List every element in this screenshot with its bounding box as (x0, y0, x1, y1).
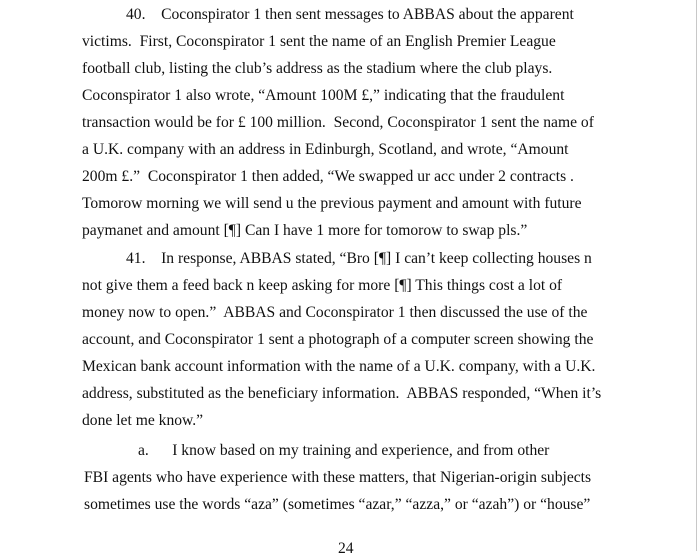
paragraph-40-line-9: paymanet and amount [¶] Can I have 1 more for tomorow to swap pls.” (82, 222, 528, 239)
paragraph-41-line-2: not give them a feed back n keep asking for more [¶] This things cost a lot of (82, 277, 563, 294)
paragraph-40-line-8: Tomorow morning we will send u the previous payment and amount with future (82, 195, 582, 212)
paragraph-41-line-6: address, substituted as the beneficiary information. ABBAS responded, “When it’s (82, 385, 602, 402)
paragraph-40-line-5: transaction would be for £ 100 million. Second, Coconspirator 1 sent the name of (82, 114, 594, 131)
subparagraph-a-line-1: a. I know based on my training and experience, and from other (138, 442, 550, 459)
subparagraph-a-line-3: sometimes use the words “aza” (sometimes “azar,” “azza,” or “azah”) or “house” (84, 496, 591, 513)
paragraph-40-line-6: a U.K. company with an address in Edinburgh, Scotland, and wrote, “Amount (82, 141, 569, 158)
paragraph-41-line-4: account, and Coconspirator 1 sent a photograph of a computer screen showing the (82, 331, 594, 348)
page-number: 24 (338, 540, 354, 557)
paragraph-40-line-1: 40. Coconspirator 1 then sent messages to ABBAS about the apparent (126, 6, 574, 23)
paragraph-41-line-3: money now to open.” ABBAS and Coconspirator 1 then discussed the use of the (82, 304, 588, 321)
paragraph-41-line-1: 41. In response, ABBAS stated, “Bro [¶] I can’t keep collecting houses n (126, 250, 592, 267)
paragraph-41-line-5: Mexican bank account information with the name of a U.K. company, with a U.K. (82, 358, 596, 375)
paragraph-40-line-4: Coconspirator 1 also wrote, “Amount 100M £,” indicating that the fraudulent (82, 87, 565, 104)
subparagraph-a-line-2: FBI agents who have experience with these matters, that Nigerian-origin subjects (84, 469, 592, 486)
paragraph-40-line-2: victims. First, Coconspirator 1 sent the name of an English Premier League (82, 33, 556, 50)
paragraph-40-line-3: football club, listing the club’s address as the stadium where the club plays. (82, 60, 553, 77)
paragraph-40-line-7: 200m £.” Coconspirator 1 then added, “We swapped ur acc under 2 contracts . (82, 168, 574, 185)
paragraph-41-line-7: done let me know.” (82, 412, 204, 429)
